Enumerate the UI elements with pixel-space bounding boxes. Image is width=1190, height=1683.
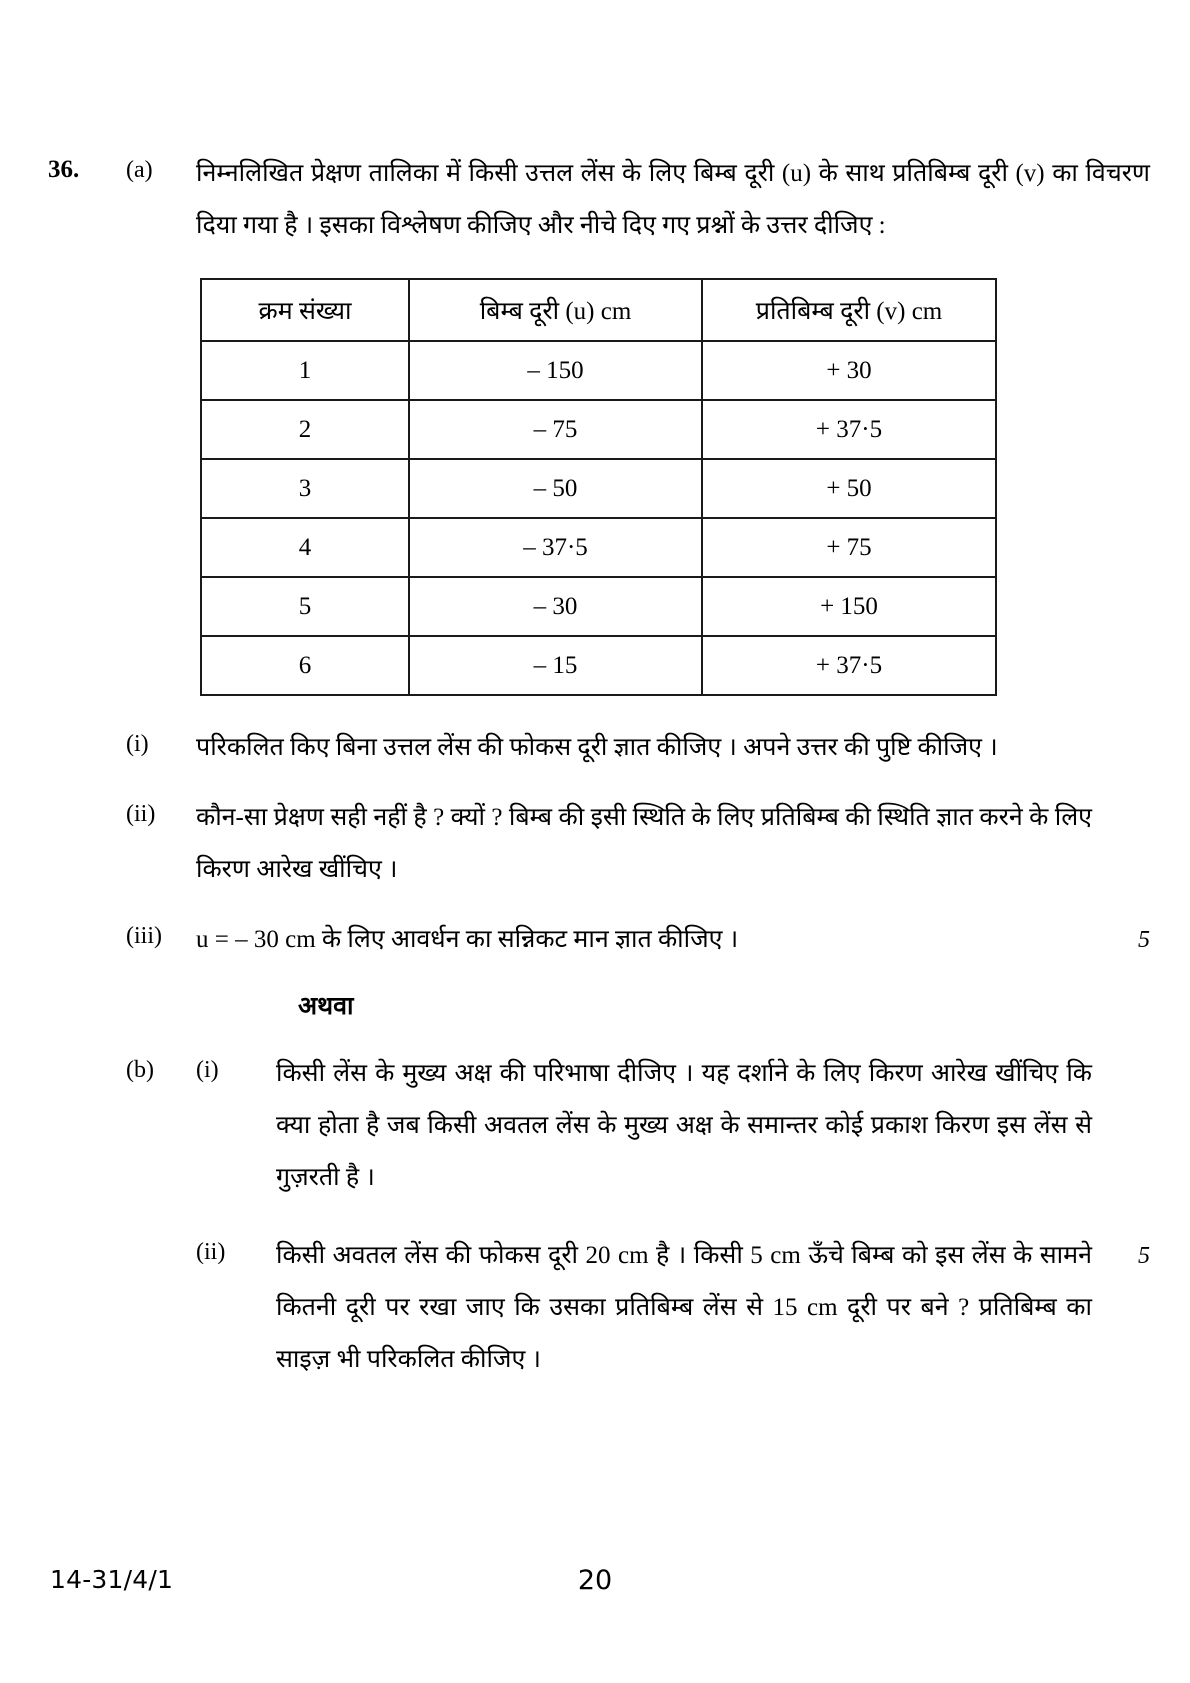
cell-v: + 50 bbox=[702, 459, 996, 518]
part-b-item-i-label: (i) bbox=[196, 1057, 219, 1083]
part-b-item-i-row bbox=[0, 1048, 1190, 1204]
cell-u: – 150 bbox=[409, 341, 702, 400]
spacer bbox=[0, 1204, 1190, 1230]
spacer bbox=[0, 896, 1190, 914]
table-row bbox=[201, 577, 996, 636]
cell-v: + 75 bbox=[702, 518, 996, 577]
part-a-item-iii-label: (iii) bbox=[126, 923, 162, 949]
question-36a-stem-row bbox=[0, 148, 1190, 252]
part-b-item-ii-row bbox=[0, 1230, 1190, 1386]
cell-serial: 5 bbox=[201, 577, 409, 636]
table-row bbox=[201, 341, 996, 400]
cell-v: + 150 bbox=[702, 577, 996, 636]
cell-v: + 37·5 bbox=[702, 636, 996, 695]
or-divider: अथवा bbox=[298, 993, 354, 1020]
part-a-item-ii-label: (ii) bbox=[126, 801, 156, 827]
table-header-object-distance: बिम्ब दूरी (u) cm bbox=[409, 279, 702, 341]
part-b-item-ii-marks: 5 bbox=[1138, 1243, 1150, 1269]
part-a-item-i-text: परिकलित किए बिना उत्तल लेंस की फोकस दूरी ज्ञात कीजिए । अपने उत्तर की पुष्टि कीजिए । bbox=[196, 734, 998, 761]
spacer bbox=[0, 774, 1190, 792]
part-b-item-ii-text: किसी अवतल लेंस की फोकस दूरी 20 cm है । किसी 5 cm ऊँचे बिम्ब को इस लेंस के सामने कितनी दूरी पर रखा जाए कि उसका प्रतिबिम्ब लेंस से 15 cm दूरी पर बने ? प्रतिबिम्ब का साइज़ भी परिकलित कीजिए । bbox=[276, 1242, 1092, 1373]
cell-serial: 3 bbox=[201, 459, 409, 518]
table-row bbox=[201, 636, 996, 695]
cell-v: + 30 bbox=[702, 341, 996, 400]
part-a-item-i-row bbox=[0, 722, 1190, 774]
question-36-block bbox=[0, 148, 1190, 1386]
cell-u: – 15 bbox=[409, 636, 702, 695]
observation-table-wrap bbox=[0, 278, 1190, 696]
cell-serial: 1 bbox=[201, 341, 409, 400]
table-header-row bbox=[201, 279, 996, 341]
part-a-item-ii-row bbox=[0, 792, 1190, 896]
table-row bbox=[201, 518, 996, 577]
part-a-item-i-label: (i) bbox=[126, 731, 149, 757]
page-number: 20 bbox=[577, 1565, 613, 1596]
cell-serial: 2 bbox=[201, 400, 409, 459]
table-row bbox=[201, 459, 996, 518]
part-a-item-iii-text: u = – 30 cm के लिए आवर्धन का सन्निकट मान ज्ञात कीजिए । bbox=[196, 926, 739, 953]
table-header-serial: क्रम संख्या bbox=[201, 279, 409, 341]
part-b-label: (b) bbox=[126, 1057, 154, 1083]
cell-u: – 50 bbox=[409, 459, 702, 518]
part-a-item-iii-marks: 5 bbox=[1138, 927, 1150, 953]
page-footer bbox=[0, 1553, 1190, 1683]
table-row bbox=[201, 400, 996, 459]
cell-u: – 75 bbox=[409, 400, 702, 459]
cell-u: – 30 bbox=[409, 577, 702, 636]
spacer bbox=[0, 1030, 1190, 1048]
spacer bbox=[0, 966, 1190, 984]
cell-v: + 37·5 bbox=[702, 400, 996, 459]
spacer bbox=[0, 696, 1190, 722]
part-a-item-ii-text: कौन-सा प्रेक्षण सही नहीं है ? क्यों ? बिम्ब की इसी स्थिति के लिए प्रतिबिम्ब की स्थिति ज्ञात करने के लिए किरण आरेख खींचिए । bbox=[196, 804, 1092, 883]
cell-u: – 37·5 bbox=[409, 518, 702, 577]
part-a-label: (a) bbox=[126, 157, 153, 183]
observation-table bbox=[200, 278, 997, 696]
table-header-image-distance: प्रतिबिम्ब दूरी (v) cm bbox=[702, 279, 996, 341]
part-b-item-ii-label: (ii) bbox=[196, 1239, 226, 1265]
cell-serial: 4 bbox=[201, 518, 409, 577]
paper-code: 14-31/4/1 bbox=[50, 1565, 174, 1594]
question-number: 36. bbox=[48, 156, 80, 183]
part-b-item-i-text: किसी लेंस के मुख्य अक्ष की परिभाषा दीजिए । यह दर्शाने के लिए किरण आरेख खींचिए कि क्या होता है जब किसी अवतल लेंस के मुख्य अक्ष के समान्तर कोई प्रकाश किरण इस लेंस से गुज़रती है । bbox=[276, 1060, 1092, 1191]
part-a-stem-text: निम्नलिखित प्रेक्षण तालिका में किसी उत्तल लेंस के लिए बिम्ब दूरी (u) के साथ प्रतिबिम्ब दूरी (v) का विचरण दिया गया है । इसका विश्लेषण कीजिए और नीचे दिए गए प्रश्नों के उत्तर दीजिए : bbox=[196, 160, 1150, 239]
part-a-item-iii-row bbox=[0, 914, 1190, 966]
cell-serial: 6 bbox=[201, 636, 409, 695]
